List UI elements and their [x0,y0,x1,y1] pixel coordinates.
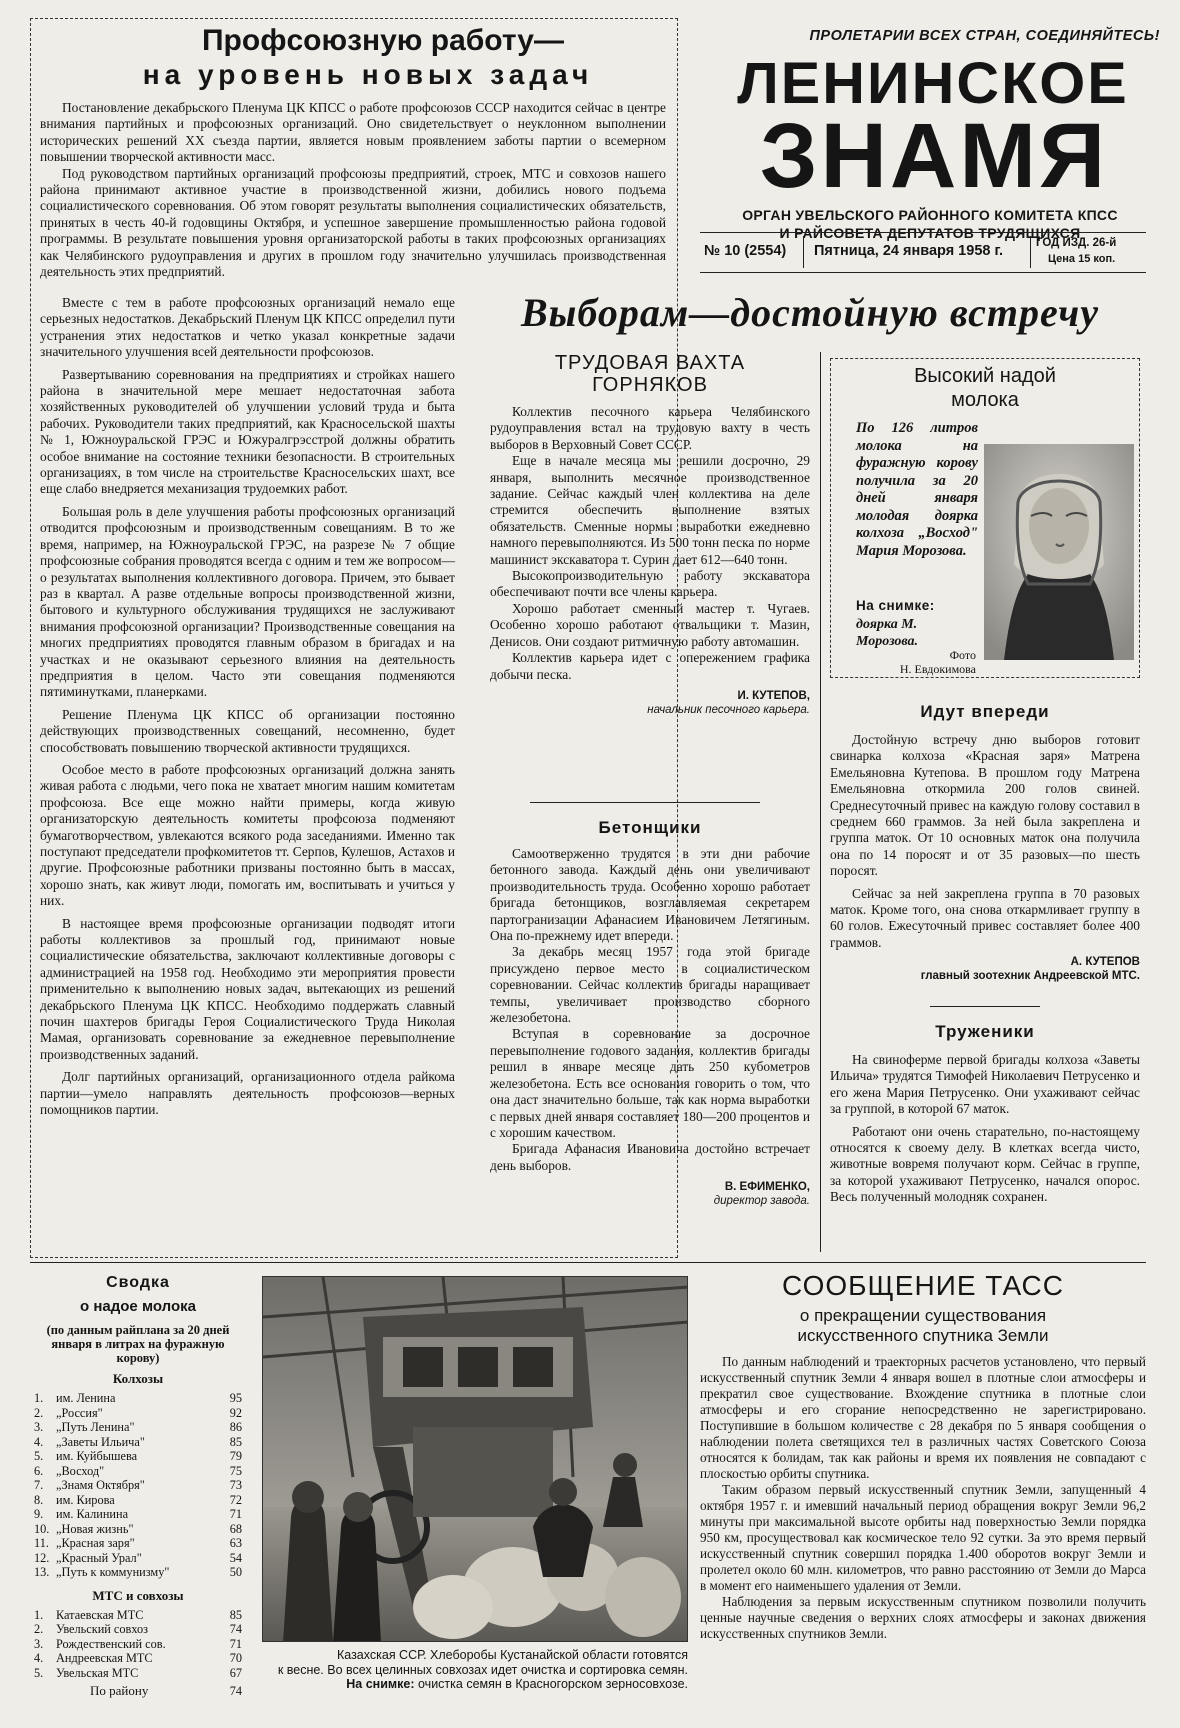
miners-paragraph: Еще в начале месяца мы решили досрочно, 29 января, выполнить месячное производственное задание. Сейчас каждый член коллектива на деле стремится обеспечить выполнение взятых обязательств. Сменные нормы выработки ежедневно намного перевыполняются. Из 500 тонн песка по норме машинист экскаватора т. Сурин дает 612—640 тонн. [490,453,810,567]
mts-row [34,1622,242,1637]
editorial-paragraph: Решение Пленума ЦК КПСС об организации постоянно действующих производственных совещаний, несомненно, будет способствовать повышению творческой активности трудящихся. [40,706,455,755]
summary-total-label: По району [90,1683,149,1698]
milk-article [840,364,1130,412]
issue-date: Пятница, 24 января 1958 г. [814,243,1004,259]
issue-number: № 10 (2554) [704,243,787,259]
row-name: „Красная заря" [56,1536,135,1550]
row-name: им. Калинина [56,1507,129,1521]
row-number: 5. [34,1449,44,1463]
kolkhoz-row [34,1507,242,1522]
miners-article [490,352,810,717]
miners-paragraph: Хорошо работает сменный мастер т. Чугаев. Особенно хорошо работают отвальщики т. Мазин, Денисов. Они создают ритмичную работу автомашин. [490,600,810,649]
masthead-title-line2: ЗНАМЯ [759,105,1109,207]
miners-paragraph: Коллектив песочного карьера Челябинского рудоуправления встал на трудовую вахту в честь выборов в Верховный Совет СССР. [490,404,810,452]
kolkhoz-row [34,1464,242,1479]
row-name: Увельский совхоз [56,1622,149,1636]
milk-title-line1: Высокий надой [914,365,1056,387]
row-value: 73 [229,1478,242,1492]
tass-subtitle-line1: о прекращении существования [799,1306,1047,1325]
mts-row [34,1637,242,1652]
row-number: 2. [34,1405,44,1420]
row-name: им. Куйбышева [56,1449,138,1463]
row-value: 71 [229,1636,242,1651]
workers-article [830,1022,1140,1206]
row-name: Андреевская МТС [56,1651,153,1665]
row-number: 6. [34,1463,44,1478]
milk-on-photo-label: На снимке: [856,598,935,613]
miners-title-line1: ТРУДОВАЯ ВАХТА [554,352,746,374]
row-number: 3. [34,1636,44,1651]
summary-mts-heading: МТС и совхозы [92,1587,184,1603]
milk-title-line2: молока [951,389,1019,411]
miners-title-line2: ГОРНЯКОВ [592,374,708,396]
editorial-paragraph: Развертыванию соревнования на предприятиях и стройках нашего района в значительной мере мешает недостаточная забота хозяйственных руководителей об улучшении условий труда и быта рабочих. Руководители таких предприятий, как Красносельской шахты № 1, Южноуральской ГРЭС и Южуралгрэсстрой должны обратить особое внимание на состояние техники безопасности. В строительных организациях, в том числе на строительстве Красносельских шахт, все еще слабо внедряется механизация трудоемких работ. [40,366,455,497]
kolkhoz-row [34,1420,242,1435]
kolkhoz-row [34,1435,242,1450]
row-name: „Путь Ленина" [56,1420,135,1434]
row-name: „Россия" [56,1405,103,1420]
miners-paragraph: Коллектив карьера идет с опережением графика добычи песка. [490,650,810,682]
kolkhoz-row [34,1536,242,1551]
row-name: „Путь к коммунизму" [56,1565,170,1579]
leaders-author: А. КУТЕПОВ [1070,956,1140,969]
tass-article [700,1270,1146,1642]
row-number: 9. [34,1507,44,1521]
summary-title-line2: о надое молока [80,1298,196,1315]
row-name: им. Ленина [56,1391,116,1405]
milkmaid-photo [984,444,1134,660]
kolkhoz-row [34,1449,242,1464]
concrete-paragraph: Самоотверженно трудятся в эти дни рабочие бетонного завода. Каждый день они увеличивают производительность труда. Особенно хорошо работает бригада бетонщиков, возглавляемая секретарем партогранизации Афанасием Ивановичем Летягиным. Она по-прежнему идет впереди. [490,846,810,944]
miners-author: И. КУТЕПОВ, [737,689,810,702]
row-value: 54 [229,1550,242,1565]
tass-paragraph: Наблюдения за первым искусственным спутником позволили получить ценные научные сведения о верхних слоях атмосферы и законах движения искусственных спутников Земли. [700,1594,1146,1641]
row-value: 75 [229,1463,242,1478]
milk-photo-credit-1: Фото [949,648,976,662]
kolkhoz-row [34,1522,242,1537]
editorial-body [40,100,666,280]
milk-caption: По 126 литров молока на фуражную корову получила за 20 дней января молодая доярка колхоза „Восход" Мария Морозова. [856,420,978,559]
row-value: 79 [229,1449,242,1463]
concrete-paragraph: Бригада Афанасия Ивановича достойно встречает день выборов. [490,1141,810,1173]
row-value: 85 [229,1607,242,1622]
leaders-author-role: главный зоотехник Андреевской МТС. [920,970,1140,983]
editorial-title-line1: Профсоюзную работу— [201,24,564,57]
workers-paragraph: На свиноферме первой бригады колхоза «Заветы Ильича» трудятся Тимофей Николаевич Петрусенко и его жена Мария Петрусенко. Они ухаживают сейчас за группой, в которой 67 маток. [830,1052,1140,1117]
elections-banner: Выборам—достойную встречу [520,290,1100,335]
row-name: Увельская МТС [56,1665,139,1680]
issue-bar [700,234,1146,272]
concrete-title: Бетонщики [598,818,702,837]
row-number: 1. [34,1607,44,1622]
milkmaid-photo-image [984,444,1134,660]
editorial-paragraph: Большая роль в деле улучшения работы профсоюзных организаций отводится профсоюзным и производственным совещаниям. В то же время, например, на Южноуральской ГРЭС, на разрезе № 7 общие профсоюзные собрания проводятся всегда с одним и тем же вопросом—о результатах выполнения коллективного договора. Причем, это бывает раз в квартал. А разве отдельные вопросы производственной жизни, бытового и культурного обслуживания трудящихся не заслуживают внимания профсоюзной организации? Производственные совещания на многих предприятиях проводятся главным образом в бригадах и на участках и не оказывают серьезного влияния на деятельность предприятия в целом. Часто эти совещания подменяются пятиминутками, планерками. [40,503,455,700]
row-value: 70 [229,1651,242,1665]
leaders-paragraph: Достойную встречу дню выборов готовит свинарка колхоза «Красная заря» Матрена Емельяновна Кутепова. В прошлом году Матрена Емельяновна откормила 200 голов свиней. Среднесуточный привес на каждую голову составил в среднем 660 граммов. За ней была закреплена и группа маток. От 10 основных маток она получила она по 14 поросят и от 35 разовых—по шесть поросят. [830,732,1140,879]
editorial-paragraph: Долг партийных организаций, организационного отдела райкома партии—умело направлять деятельность профсоюзов—верных помощников партии. [40,1069,455,1118]
photo-caption-line1: Казахская ССР. Хлеборобы Кустанайской области готовятся [336,1648,688,1662]
row-name: Катаевская МТС [56,1607,144,1622]
row-name: „Заветы Ильича" [56,1434,145,1449]
milk-summary [34,1274,242,1699]
issue-price: Цена 15 коп. [1048,253,1116,265]
masthead-subtitle-line2: И РАЙСОВЕТА ДЕПУТАТОВ ТРУДЯЩИХСЯ [779,225,1081,241]
seed-cleaning-photo [262,1276,688,1642]
masthead-slogan: ПРОЛЕТАРИИ ВСЕХ СТРАН, СОЕДИНЯЙТЕСЬ! [809,28,1160,44]
row-number: 10. [34,1521,50,1536]
leaders-article [830,702,1140,983]
leaders-paragraph: Сейчас за ней закреплена группа в 70 разовых маток. Кроме того, она снова откармливает группу в 60 голов. Ежесуточный привес составляет более 400 граммов. [830,885,1140,950]
row-name: „Восход" [56,1463,105,1478]
row-name: „Знамя Октября" [56,1478,145,1492]
row-name: им. Кирова [56,1492,115,1507]
kolkhoz-row [34,1493,242,1508]
editorial-column-1 [40,295,455,1119]
kolkhoz-row [34,1478,242,1493]
editorial-paragraph: Постановление декабрьского Пленума ЦК КПСС о работе профсоюзов СССР находится сейчас в центре внимания партийных и профсоюзных организаций. Оно свидетельствует о неуклонном выполнении исторических решений XX съезда партии, является новым проявлением заботы партии о всемерном повышении творческой активности масс. [40,100,666,165]
row-value: 72 [229,1492,242,1507]
row-number: 7. [34,1478,44,1492]
tass-title: СООБЩЕНИЕ ТАСС [782,1270,1064,1301]
editorial-paragraph: Особое место в работе профсоюзных организаций должна занять живая работа с людьми, чего пока не хватает многим нашим комитетам профсоюза. Все еще можно найти примеры, когда живую организаторскую деятельность комитеты профсоюза подменяют бумаготворчеством, увлекаются всякого рода заседаниями. Именно так поступают председатели профкомитетов тт. Серпов, Кулешов, Астахов и другие. Профсоюзные работники призваны постоянно быть в массах, хорошо знать, как живут люди, помогать им, воспитывать и учиться у них. [40,761,455,909]
concrete-author: В. ЕФИМЕНКО, [724,1181,810,1194]
workers-title: Труженики [935,1022,1035,1041]
row-number: 5. [34,1665,44,1680]
row-value: 50 [229,1565,242,1579]
masthead-title-line1: ЛЕНИНСКОЕ [737,51,1129,116]
row-value: 85 [229,1434,242,1449]
editorial [40,24,666,280]
kolkhoz-row [34,1406,242,1421]
leaders-title: Идут впереди [920,702,1050,721]
row-value: 71 [229,1507,242,1521]
editorial-paragraph: Под руководством партийных организаций профсоюзы предприятий, строек, МТС и совхозов нашего района принимают активное участие в производственной жизни, добились нового подъема социалистического соревнования. Об этом говорят результаты выполнения социалистических обязательств, принятых в честь 40-й годовщины Октября, и успешное завершение промышленностью района годовой программы. В результате повышения уровня организаторской работы в таких профсоюзных организациях как Челябинского рудоуправления и других в прошлом году значительно улучшилась производственная деятельность этих предприятий. [40,165,666,280]
photo-caption-line2: к весне. Во всех целинных совхозах идет очистка и сортировка семян. [277,1662,688,1677]
row-name: „Красный Урал" [56,1550,142,1565]
concrete-paragraph: За декабрь месяц 1957 года этой бригаде присуждено первое место в социалистическом соревновании. Сейчас коллектив бригады наращивает темпы, увеличивает производство сборного железобетона. [490,944,810,1026]
row-value: 86 [229,1420,242,1434]
row-value: 63 [229,1536,242,1550]
photo-caption-on-photo: На снимке: [346,1677,415,1691]
row-number: 4. [34,1434,44,1449]
seed-cleaning-photo-image [263,1277,688,1642]
row-name: Рождественский сов. [56,1636,166,1651]
row-value: 67 [229,1665,242,1680]
miners-paragraph: Высокопроизводительную работу экскаватора обеспечивают почти все члены карьера. [490,568,810,600]
tass-subtitle-line2: искусственного спутника Земли [797,1326,1049,1345]
row-number: 1. [34,1391,44,1405]
editorial-paragraph: Вместе с тем в работе профсоюзных организаций немало еще серьезных недостатков. Декабрьский Пленум ЦК КПСС определил пути устранения этих недостатков и четко указал конкретные задачи значительного улучшения всей деятельности профсоюзов. [40,295,455,360]
row-value: 74 [229,1622,242,1636]
kolkhoz-row [34,1391,242,1406]
row-number: 12. [34,1550,50,1565]
row-value: 92 [229,1405,242,1420]
issue-year: ГОД ИЗД. 26-й [1036,237,1117,249]
summary-total-row [34,1684,242,1699]
row-number: 3. [34,1420,44,1434]
photo-caption [262,1648,688,1692]
mts-row [34,1608,242,1623]
mts-row [34,1666,242,1681]
concrete-paragraph: Вступая в соревнование за досрочное перевыполнение годового задания, коллектив бригады решил в январе месяце дать 250 кубометров железобетона. Есть все основания говорить о том, что она даст значительно больше, так как норма выработки с первых дней января составляет 180—200 процентов и с хорошим качеством. [490,1026,810,1140]
mts-row [34,1651,242,1666]
workers-paragraph: Работают они очень старательно, по-настоящему относятся к своему делу. В клетках всегда чисто, животные вовремя получают корм. Сейчас в группе, за которой ухаживают Петрусенко, начался опорос. Весь полученный молодняк сохранен. [830,1123,1140,1205]
kolkhoz-table [34,1391,242,1580]
concrete-article [490,818,810,1208]
row-value: 95 [229,1391,242,1405]
row-number: 2. [34,1622,44,1636]
row-number: 11. [34,1536,49,1550]
kolkhoz-row [34,1565,242,1580]
tass-paragraph: Таким образом первый искусственный спутник Земли, запущенный 4 октября 1957 г. и имевший начальный период обращения вокруг Земли 96,2 минуты при максимальной высоте орбиты над поверхностью Земли порядка 950 км, просуществовал как космическое тело 92 сутки. За это время первый искусственный спутник совершил порядка 1.400 оборотов вокруг Земли и пролетел около 60 млн. километров, что равно расстоянию от Земли до Марса в момент его наименьшего удаления от Земли. [700,1482,1146,1593]
concrete-author-role: директор завода. [713,1195,810,1208]
mts-table [34,1608,242,1681]
row-value: 68 [229,1521,242,1536]
summary-total-value: 74 [229,1684,242,1698]
photo-caption-line3: очистка семян в Красногорском зерносовхозе. [418,1677,688,1691]
row-name: „Новая жизнь" [56,1521,134,1536]
row-number: 4. [34,1651,44,1665]
miners-author-role: начальник песочного карьера. [647,703,810,716]
tass-paragraph: По данным наблюдений и траекторных расчетов установлено, что первый искусственный спутник Земли 4 января вошел в плотные слои атмосферы и прекратил свое существование. Вхождение спутника в плотные слои атмосферы и его сгорание непосредственно не зарегистрировано. Поступившие в большом количестве с 28 декабря по 5 января сообщения о наблюдении полета светящихся тел в различных частях Советского Союза относятся к болидам, так как районы и время их появления не совпадают с плоскостью орбиты спутника. [700,1354,1146,1481]
row-number: 8. [34,1492,44,1507]
kolkhoz-row [34,1551,242,1566]
masthead-subtitle-line1: ОРГАН УВЕЛЬСКОГО РАЙОННОГО КОМИТЕТА КПСС [742,207,1118,223]
summary-note: (по данным райплана за 20 дней января в литрах на фуражную корову) [46,1323,230,1365]
summary-kolkhoz-heading: Колхозы [112,1371,164,1386]
milk-photo-credit-2: Н. Евдокимова [899,662,976,676]
summary-title-line1: Сводка [106,1274,170,1291]
editorial-paragraph: В настоящее время профсоюзные организации подводят итоги работы коллективов за прошлый год, принимают новые социалистические обязательства, заключают коллективные договоры с администрацией на 1958 год. Необходимо эти мероприятия провести применительно к выполнению новых задач, вытекающих из решений декабрьского Пленума ЦК КПСС. Необходимо поддержать славный почин шахтеров бригады Героя Социалистического Труда Николая Мамая, организовать соревнование за ежедневное перевыполнение производственных заданий. [40,915,455,1062]
editorial-title-line2: на уровень новых задач [142,59,594,90]
row-number: 13. [34,1565,50,1579]
milk-on-photo-text: доярка М. Морозова. [856,617,919,649]
